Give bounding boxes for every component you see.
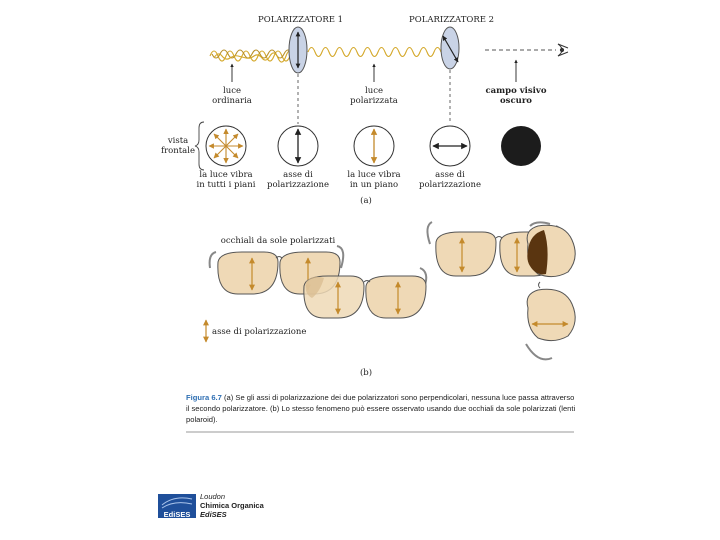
glasses-label: occhiali da sole polarizzati — [220, 236, 336, 246]
polarizer-1-disc — [289, 27, 307, 73]
circle-one-plane — [354, 126, 394, 166]
circle-axis-2 — [430, 126, 470, 166]
circle-axis-1 — [278, 126, 318, 166]
circle-all-planes — [206, 126, 246, 166]
pointer-arrows — [232, 60, 516, 82]
sunglasses-right-rotated — [526, 222, 575, 359]
panel-a-tag: (a) — [360, 196, 372, 206]
panel-b-tag: (b) — [359, 368, 373, 378]
logo-text: EdiSES — [163, 510, 191, 519]
polarized-light-label: luce polarizzata — [350, 86, 398, 106]
figure-number: Figura 6.7 — [186, 393, 222, 402]
polarizer-2-label: POLARIZZATORE 2 — [409, 15, 495, 25]
circle-label-3: la luce vibra in un piano — [347, 170, 401, 190]
dark-field-label: campo visivo oscuro — [485, 86, 547, 106]
circle-label-2: asse di polarizzazione — [267, 170, 329, 190]
axis-legend-label: asse di polarizzazione — [212, 327, 307, 337]
eye-icon — [558, 44, 568, 56]
book-title: Chimica Organica — [200, 501, 264, 510]
publisher-name: EdiSES — [200, 510, 227, 519]
figure-caption — [186, 392, 576, 425]
polarizer-1-label: POLARIZZATORE 1 — [258, 15, 344, 25]
ordinary-light-wave — [210, 50, 300, 62]
caption-text: (a) Se gli assi di polarizzazione dei due polarizzatori sono perpendicolari, nessuna luce passa attraverso il secondo polarizzatore. (b) Lo stesso fenomeno può essere osservato usando due occhiali da sole polarizzati (lenti polaroid). — [186, 393, 576, 424]
ordinary-light-label: luce ordinaria — [212, 86, 252, 106]
front-view-brace — [195, 122, 204, 170]
polarized-light-wave — [308, 48, 441, 57]
circle-label-4: asse di polarizzazione — [419, 170, 481, 190]
circle-label-1: la luce vibra in tutti i piani — [196, 170, 256, 190]
front-view-label: vista frontale — [160, 136, 196, 156]
author: Loudon — [200, 492, 226, 501]
polarizer-2-disc — [441, 27, 459, 69]
dark-field-circle — [501, 126, 541, 166]
publisher-block — [200, 492, 280, 519]
